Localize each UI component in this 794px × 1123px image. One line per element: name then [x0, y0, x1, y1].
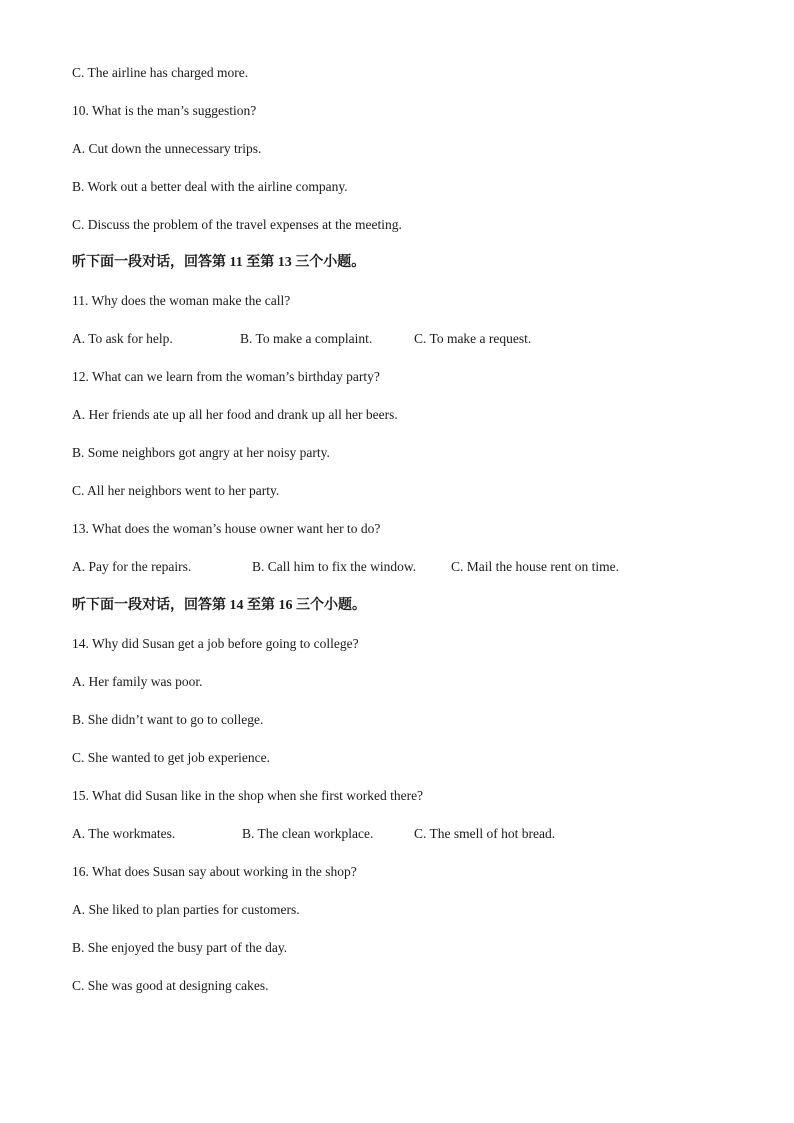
- q14-option-a: A. Her family was poor.: [72, 674, 203, 689]
- q15-option-a: A. The workmates.: [72, 826, 176, 841]
- q12-option-c: C. All her neighbors went to her party.: [72, 483, 280, 498]
- q16-question: 16. What does Susan say about working in the shop?: [72, 864, 357, 879]
- q15-options: [72, 825, 722, 843]
- q14-option-c: C. She wanted to get job experience.: [72, 750, 270, 765]
- q13-option-c: C. Mail the house rent on time.: [451, 559, 619, 574]
- q16-option-b: B. She enjoyed the busy part of the day.: [72, 940, 288, 955]
- q11-option-c: C. To make a request.: [414, 331, 532, 346]
- q12-option-a: A. Her friends ate up all her food and drank up all her beers.: [72, 407, 398, 422]
- q15-option-b: B. The clean workplace.: [242, 826, 374, 841]
- q11-question: 11. Why does the woman make the call?: [72, 293, 291, 308]
- q10-option-a: A. Cut down the unnecessary trips.: [72, 141, 262, 156]
- q9-option-c: C. The airline has charged more.: [72, 65, 249, 80]
- q15-question: 15. What did Susan like in the shop when she first worked there?: [72, 788, 424, 803]
- q14-option-b: B. She didn’t want to go to college.: [72, 712, 264, 727]
- q15-option-c: C. The smell of hot bread.: [414, 826, 556, 841]
- q14-question: 14. Why did Susan get a job before going to college?: [72, 636, 359, 651]
- q11-option-a: A. To ask for help.: [72, 331, 173, 346]
- q11-options: [72, 330, 722, 348]
- section-heading-11-13: 听下面一段对话，回答第 11 至第 13 三个小题。: [72, 255, 366, 270]
- q12-question: 12. What can we learn from the woman’s birthday party?: [72, 369, 380, 384]
- q13-options: [72, 558, 722, 576]
- q13-option-a: A. Pay for the repairs.: [72, 559, 192, 574]
- q16-option-c: C. She was good at designing cakes.: [72, 978, 269, 993]
- q13-question: 13. What does the woman’s house owner want her to do?: [72, 521, 381, 536]
- q10-question: 10. What is the man’s suggestion?: [72, 103, 257, 118]
- q16-option-a: A. She liked to plan parties for customers.: [72, 902, 300, 917]
- q10-option-c: C. Discuss the problem of the travel expenses at the meeting.: [72, 217, 402, 232]
- q10-option-b: B. Work out a better deal with the airline company.: [72, 179, 348, 194]
- section-heading-14-16: 听下面一段对话，回答第 14 至第 16 三个小题。: [72, 598, 366, 613]
- q12-option-b: B. Some neighbors got angry at her noisy party.: [72, 445, 330, 460]
- q13-option-b: B. Call him to fix the window.: [252, 559, 417, 574]
- q11-option-b: B. To make a complaint.: [240, 331, 373, 346]
